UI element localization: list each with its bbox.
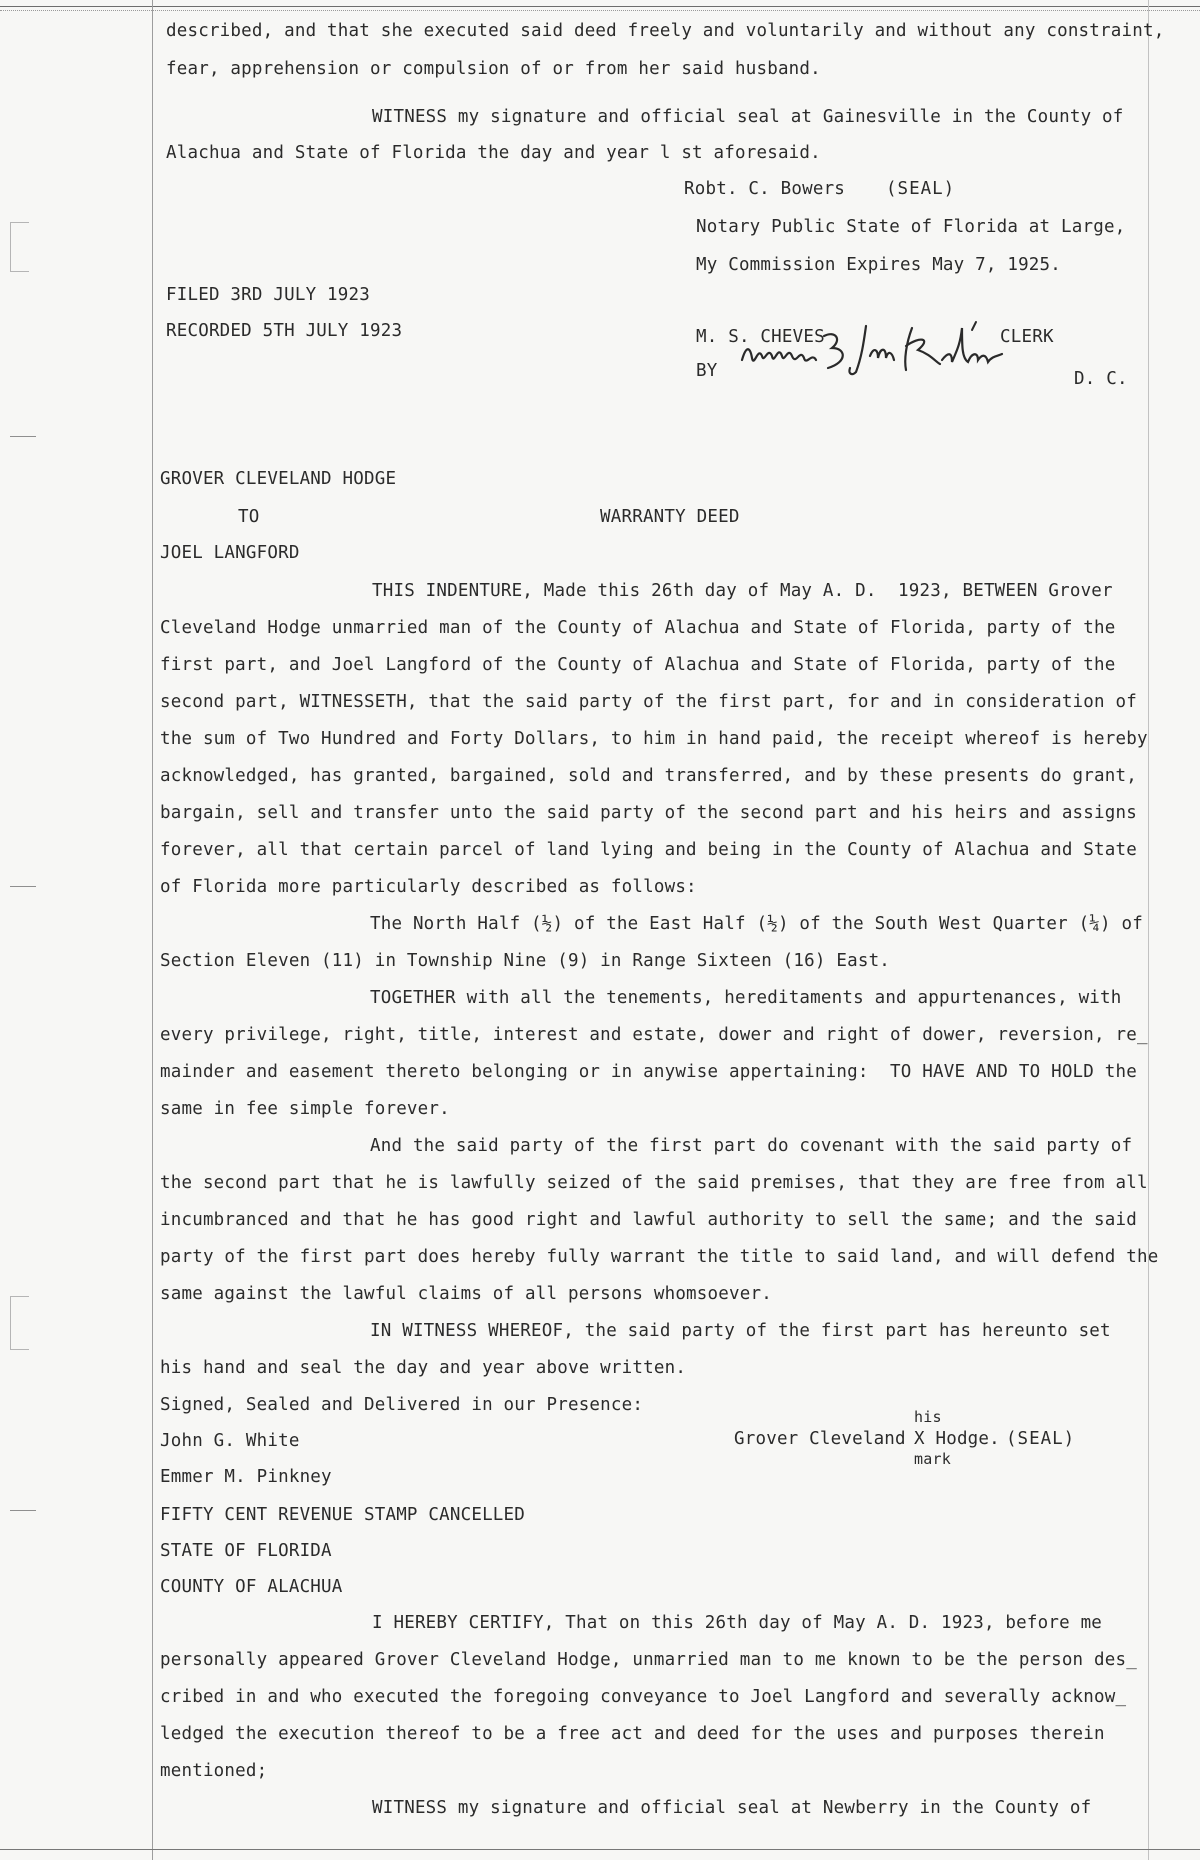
deed-body-line: mainder and easement thereto belonging or in anywise appertaining: TO HAVE AND TO HOLD the (160, 1062, 1137, 1082)
continuation-line-1: described, and that she executed said deed freely and voluntarily and without any constraint, (166, 21, 1165, 41)
deed-body-line: incumbranced and that he has good right and lawful authority to sell the same; and the said (160, 1210, 1137, 1230)
deed-body-line: second part, WITNESSETH, that the said party of the first part, for and in consideration of (160, 692, 1137, 712)
deed-body-line: the sum of Two Hundred and Forty Dollars, to him in hand paid, the receipt whereof is hereby (160, 729, 1148, 749)
deed-body-line: same against the lawful claims of all persons whomsoever. (160, 1284, 772, 1304)
witness-name: John G. White (160, 1431, 300, 1451)
grantor-seal: (SEAL) (1006, 1429, 1076, 1449)
deed-body-line: party of the first part does hereby fully warrant the title to said land, and will defend the (160, 1247, 1159, 1267)
witness-name: Emmer M. Pinkney (160, 1467, 332, 1487)
certificate-line: personally appeared Grover Cleveland Hodge, unmarried man to me known to be the person des_ (160, 1650, 1137, 1670)
certificate-line: ledged the execution thereof to be a free act and deed for the uses and purposes therein (160, 1724, 1105, 1744)
deed-body-line: IN WITNESS WHEREOF, the said party of the first part has hereunto set (370, 1321, 1111, 1341)
deputy-clerk: D. C. (1074, 369, 1128, 389)
venue-county: COUNTY OF ALACHUA (160, 1577, 343, 1597)
deed-body-line: every privilege, right, title, interest and estate, dower and right of dower, reversion, re_ (160, 1025, 1148, 1045)
left-margin-rule (152, 0, 153, 1860)
deed-body-line: forever, all that certain parcel of land lying and being in the County of Alachua and State (160, 840, 1137, 860)
deed-body-line: bargain, sell and transfer unto the said party of the second part and his heirs and assigns (160, 803, 1137, 823)
deed-body-line: acknowledged, has granted, bargained, sold and transferred, and by these presents do grant, (160, 766, 1137, 786)
venue-state: STATE OF FLORIDA (160, 1541, 332, 1561)
notary-title: Notary Public State of Florida at Large, (696, 217, 1126, 237)
revenue-stamp-note: FIFTY CENT REVENUE STAMP CANCELLED (160, 1505, 526, 1525)
deed-body-line: TOGETHER with all the tenements, hereditaments and appurtenances, with (370, 988, 1122, 1008)
right-margin-rule (1148, 0, 1149, 1860)
deed-body-line: And the said party of the first part do covenant with the said party of (370, 1136, 1133, 1156)
top-border-dotted-rule (0, 10, 1200, 11)
clerk-title: CLERK (1000, 327, 1054, 347)
binder-mark (10, 436, 36, 437)
land-description-line: Section Eleven (11) in Township Nine (9) in Range Sixteen (16) East. (160, 951, 891, 971)
bottom-border-rule (0, 1849, 1200, 1850)
binder-bracket (10, 222, 29, 272)
clerk-by: BY (696, 361, 718, 381)
deed-body-line: first part, and Joel Langford of the County of Alachua and State of Florida, party of the (160, 655, 1116, 675)
deed-type: WARRANTY DEED (600, 507, 740, 527)
deed-body-line: of Florida more particularly described as follows: (160, 877, 697, 897)
top-border-rule (0, 6, 1200, 7)
deed-body-line: same in fee simple forever. (160, 1099, 450, 1119)
deed-body-line: THIS INDENTURE, Made this 26th day of May A. D. 1923, BETWEEN Grover (372, 581, 1113, 601)
certificate-line: WITNESS my signature and official seal at Newberry in the County of (372, 1798, 1092, 1818)
deputy-clerk-signature (736, 316, 1036, 378)
filed-date: FILED 3RD JULY 1923 (166, 285, 370, 305)
binder-mark (10, 886, 36, 887)
grantor-signature-name: Grover Cleveland (734, 1429, 906, 1449)
deed-body-line: his hand and seal the day and year above written. (160, 1358, 687, 1378)
grantor-heading: GROVER CLEVELAND HODGE (160, 469, 397, 489)
notary-seal: (SEAL) (886, 179, 956, 199)
heading-to: TO (238, 507, 260, 527)
notary-name: Robt. C. Bowers (684, 179, 846, 199)
grantor-mark-label: mark (914, 1450, 951, 1468)
notary-commission: My Commission Expires May 7, 1925. (696, 255, 1062, 275)
deed-body-line: Signed, Sealed and Delivered in our Presence: (160, 1395, 644, 1415)
binder-mark (10, 1510, 36, 1511)
witness-clause-line-1: WITNESS my signature and official seal at Gainesville in the County of (372, 107, 1124, 127)
grantee-heading: JOEL LANGFORD (160, 543, 300, 563)
continuation-line-2: fear, apprehension or compulsion of or from her said husband. (166, 59, 821, 79)
certificate-line: mentioned; (160, 1761, 268, 1781)
certificate-line: I HEREBY CERTIFY, That on this 26th day of May A. D. 1923, before me (372, 1613, 1103, 1633)
clerk-name: M. S. CHEVES (696, 327, 825, 347)
grantor-mark-his: his (914, 1408, 942, 1426)
binder-bracket (10, 1296, 29, 1350)
deed-body-line: Cleveland Hodge unmarried man of the County of Alachua and State of Florida, party of the (160, 618, 1116, 638)
land-description-line: The North Half (½) of the East Half (½) of the South West Quarter (¼) of (370, 914, 1143, 934)
deed-body-line: the second part that he is lawfully seized of the said premises, that they are free from all (160, 1173, 1148, 1193)
grantor-mark-x: X Hodge. (914, 1429, 1000, 1449)
certificate-line: cribed in and who executed the foregoing conveyance to Joel Langford and severally acknow_ (160, 1687, 1127, 1707)
recorded-date: RECORDED 5TH JULY 1923 (166, 321, 403, 341)
witness-clause-line-2: Alachua and State of Florida the day and year l st aforesaid. (166, 143, 821, 163)
